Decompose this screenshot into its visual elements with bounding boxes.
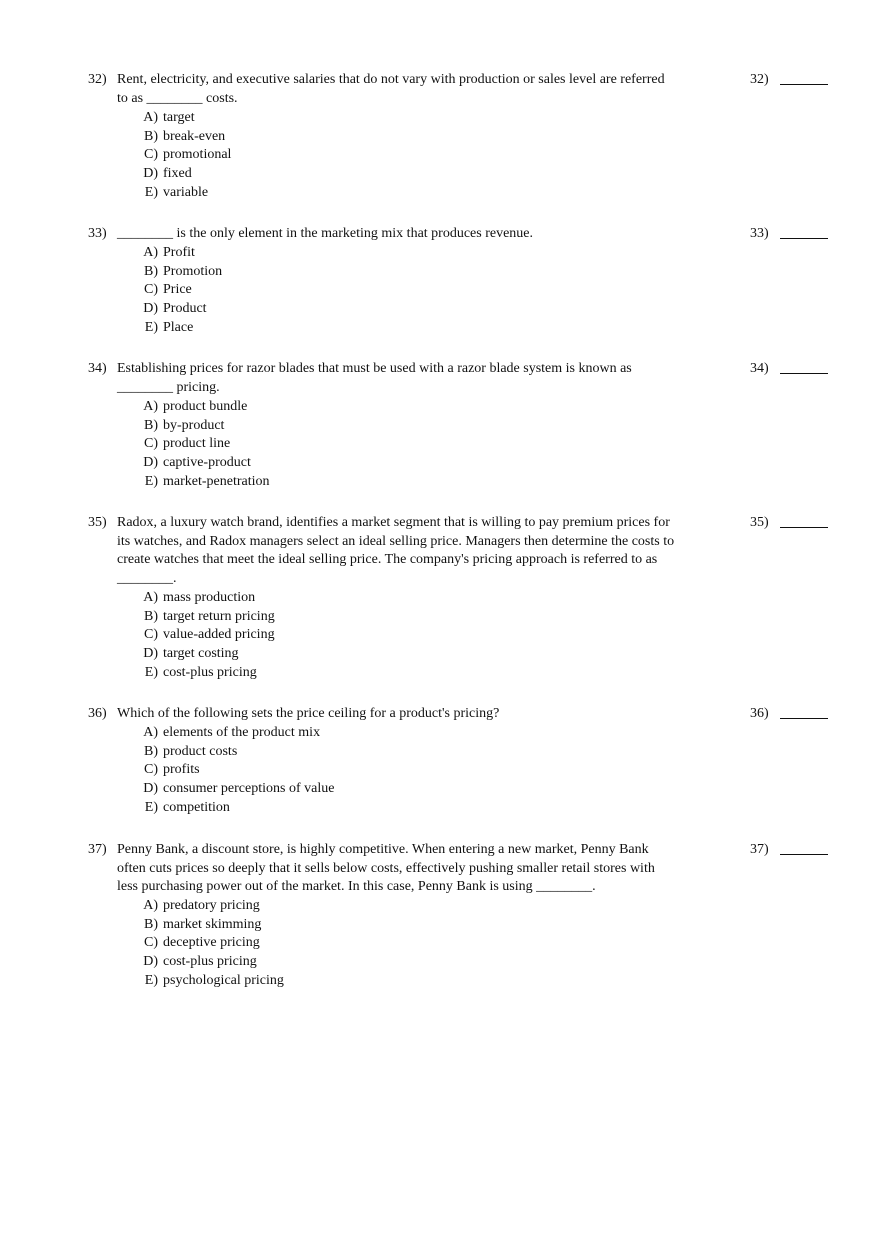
answer-line	[780, 854, 828, 855]
answer-line	[780, 373, 828, 374]
option-letter: B)	[144, 916, 158, 932]
option-a[interactable]	[133, 724, 533, 743]
option-letter: E)	[144, 799, 158, 815]
option-letter: C)	[144, 762, 158, 778]
option-text: variable	[163, 184, 209, 200]
option-text: break-even	[163, 128, 226, 144]
option-letter: D)	[143, 455, 158, 471]
option-b[interactable]	[133, 263, 533, 282]
options-list	[133, 589, 533, 682]
answer-number: 36)	[750, 706, 769, 721]
option-letter: B)	[144, 608, 158, 624]
option-d[interactable]	[133, 454, 533, 473]
option-b[interactable]	[133, 417, 533, 436]
answer-number: 37)	[750, 842, 769, 857]
option-letter: A)	[143, 110, 158, 125]
option-text: profits	[163, 762, 200, 778]
option-text: Promotion	[163, 263, 223, 279]
option-letter: E)	[144, 664, 158, 680]
option-text: target costing	[163, 646, 239, 662]
option-letter: D)	[143, 301, 158, 317]
option-letter: A)	[143, 399, 158, 414]
option-text: Price	[163, 282, 192, 298]
options-list	[133, 244, 533, 337]
option-letter: D)	[143, 781, 158, 797]
option-c[interactable]	[133, 281, 533, 300]
question-text: Which of the following sets the price ceiling for a product's pricing?	[117, 706, 500, 721]
answer-blank[interactable]	[750, 225, 830, 244]
option-c[interactable]	[133, 435, 533, 454]
question-text: Radox, a luxury watch brand, identifies a market segment that is willing to pay premium prices for its watches, and Radox managers select an ideal selling price. Managers then determine the costs to create watches that meet the ideal selling price. The company's pricing approach is referred to as ________.	[117, 515, 675, 587]
options-list	[133, 897, 533, 990]
option-text: value-added pricing	[163, 627, 275, 643]
answer-number: 32)	[750, 72, 769, 87]
option-text: product costs	[163, 743, 238, 759]
option-text: competition	[163, 799, 230, 815]
option-b[interactable]	[133, 916, 533, 935]
question-number: 34)	[88, 361, 107, 376]
option-letter: E)	[144, 972, 158, 988]
question-number: 33)	[88, 226, 107, 241]
option-text: captive-product	[163, 455, 251, 471]
option-c[interactable]	[133, 761, 533, 780]
option-text: product line	[163, 436, 231, 452]
question-number: 36)	[88, 706, 107, 721]
option-letter: A)	[143, 725, 158, 740]
option-a[interactable]	[133, 398, 533, 417]
answer-number: 35)	[750, 515, 769, 530]
option-d[interactable]	[133, 953, 533, 972]
answer-line	[780, 718, 828, 719]
option-b[interactable]	[133, 608, 533, 627]
answer-blank[interactable]	[750, 841, 830, 860]
answer-number: 34)	[750, 361, 769, 376]
option-letter: A)	[143, 590, 158, 605]
option-a[interactable]	[133, 589, 533, 608]
option-text: Profit	[163, 245, 195, 260]
option-letter: B)	[144, 417, 158, 433]
option-d[interactable]	[133, 780, 533, 799]
option-text: Product	[163, 301, 207, 317]
option-c[interactable]	[133, 146, 533, 165]
answer-line	[780, 527, 828, 528]
option-letter: E)	[144, 184, 158, 200]
option-a[interactable]	[133, 897, 533, 916]
option-letter: B)	[144, 263, 158, 279]
option-text: target	[163, 110, 195, 125]
question-text: Establishing prices for razor blades that must be used with a razor blade system is known as ________ pricing.	[117, 361, 632, 395]
option-text: deceptive pricing	[163, 935, 260, 951]
answer-blank[interactable]	[750, 71, 830, 90]
answer-blank[interactable]	[750, 360, 830, 379]
option-letter: C)	[144, 627, 158, 643]
options-list	[133, 109, 533, 202]
question-text: Rent, electricity, and executive salaries that do not vary with production or sales level are referred to as ________ costs.	[117, 72, 665, 106]
option-letter: D)	[143, 646, 158, 662]
option-e[interactable]	[133, 664, 533, 683]
option-letter: D)	[143, 166, 158, 182]
option-letter: B)	[144, 743, 158, 759]
option-letter: E)	[144, 319, 158, 335]
question-text: Penny Bank, a discount store, is highly competitive. When entering a new market, Penny Bank often cuts prices so deeply that it sells below costs, effectively pushing smaller retail stores with less purchasing power out of the market. In this case, Penny Bank is using ________.	[117, 842, 655, 895]
question-text: ________ is the only element in the marketing mix that produces revenue.	[117, 226, 534, 241]
option-letter: B)	[144, 128, 158, 144]
options-list	[133, 398, 533, 491]
option-text: fixed	[163, 166, 192, 182]
question-number: 32)	[88, 72, 107, 87]
answer-line	[780, 84, 828, 85]
option-text: Place	[163, 319, 194, 335]
option-letter: C)	[144, 147, 158, 163]
option-text: mass production	[163, 590, 256, 605]
answer-blank[interactable]	[750, 514, 830, 533]
option-letter: A)	[143, 245, 158, 260]
question-number: 37)	[88, 842, 107, 857]
option-d[interactable]	[133, 645, 533, 664]
option-letter: D)	[143, 954, 158, 970]
option-letter: C)	[144, 935, 158, 951]
option-text: elements of the product mix	[163, 725, 321, 740]
answer-number: 33)	[750, 226, 769, 241]
question-number: 35)	[88, 515, 107, 530]
options-list	[133, 724, 533, 817]
option-b[interactable]	[133, 743, 533, 762]
option-d[interactable]	[133, 165, 533, 184]
option-text: promotional	[163, 147, 232, 163]
option-text: market skimming	[163, 916, 262, 932]
answer-line	[780, 238, 828, 239]
option-letter: E)	[144, 473, 158, 489]
option-b[interactable]	[133, 128, 533, 147]
option-letter: C)	[144, 436, 158, 452]
option-text: market-penetration	[163, 473, 270, 489]
option-text: product bundle	[163, 399, 248, 414]
option-text: consumer perceptions of value	[163, 781, 335, 797]
option-d[interactable]	[133, 300, 533, 319]
option-letter: A)	[143, 898, 158, 913]
option-c[interactable]	[133, 626, 533, 645]
option-a[interactable]	[133, 109, 533, 128]
option-text: predatory pricing	[163, 898, 260, 913]
option-e[interactable]	[133, 799, 533, 818]
answer-blank[interactable]	[750, 705, 830, 724]
option-text: cost-plus pricing	[163, 954, 257, 970]
option-e[interactable]	[133, 972, 533, 991]
option-text: target return pricing	[163, 608, 275, 624]
option-text: cost-plus pricing	[163, 664, 257, 680]
option-letter: C)	[144, 282, 158, 298]
option-e[interactable]	[133, 473, 533, 492]
option-text: by-product	[163, 417, 225, 433]
option-a[interactable]	[133, 244, 533, 263]
option-text: psychological pricing	[163, 972, 284, 988]
option-c[interactable]	[133, 934, 533, 953]
option-e[interactable]	[133, 184, 533, 203]
option-e[interactable]	[133, 319, 533, 338]
